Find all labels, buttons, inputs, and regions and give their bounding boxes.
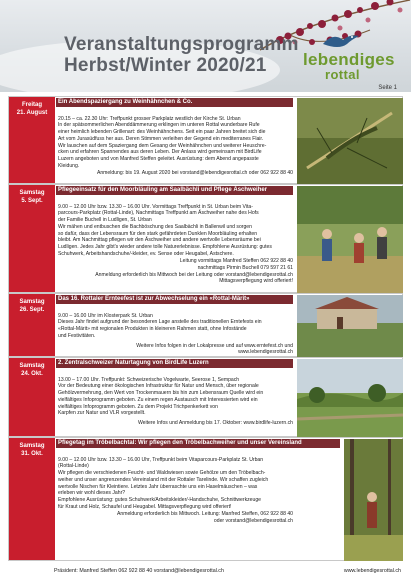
event-text: 20.15 – ca. 22.30 Uhr: Treffpunkt grosser Parkplatz westlich der Kirche St. Urban In der spätsommerlichen Abenddämmerung erklingen im unteren Rottal wunderbare Rufe einer heimlich lebenden Grillenart: des Weinhähnchens. Seit ein paar Jahren breitet sich die Art vom Jurasüdfuss her aus. Deren Stimmen verleihen der Gegend ein mediterranes Flair. Wir lauschen auf dem Spaziergang dem Gesang der Weinhähnchen und weiterer Heuschre- cken und erfahren Spannendes aus deren Leben. Der Anlass wird gemeinsam mit BirdLife Luzern angeboten und von Manfred Steffen geleitet. Ausrüstung: dem Abend angepasste Kleidung. [58,115,267,169]
event-weekday: Freitag [21,102,42,108]
event-info: Weitere Infos folgen in der Lokalpresse und auf www.erntefest.ch und www.lebendigesrottal.ch [136,342,293,356]
page-title [64,34,299,76]
event-registration: Leitung vormittags Manfred Steffen 062 922 88 40 nachmittags Pirmin Buchell 079 597 21 61 Anmeldung erforderlich bis Mittwoch bei der Leitung oder vorstand@lebendigesrottal.ch Mittagsverpflegung wird offeriert! [95,258,293,285]
title-line-1: Veranstaltungsprogramm [64,34,299,55]
event-title: Pflegeeinsatz für den Moorbläuling am Saalbächli und Pflege Äschweiher [56,186,293,195]
event-description [58,370,293,433]
forest-work-photo [344,439,403,561]
logo [285,34,403,84]
event-day: 31. Okt. [21,451,43,457]
event-date [9,438,55,560]
event-day: 26. Sept. [19,307,45,313]
event-row [8,293,403,357]
event-weekday: Samstag [19,443,45,449]
event-date [9,294,55,356]
header-banner [0,0,411,92]
event-row [8,96,403,184]
event-description [58,109,293,184]
event-day: 21. August [16,110,48,116]
event-registration: Anmeldung: bis 19. August 2020 bei vorstand@lebendigesrottal.ch oder 062 922 88 40 [96,170,293,177]
event-title: Das 16. Rottaler Ernteefest ist zur Abwechselung ein «Rottal-Märit» [56,295,293,304]
event-weekday: Samstag [19,190,45,196]
event-date [9,358,55,436]
event-row [8,184,403,293]
footer-website: www.lebendigesrottal.ch [343,568,401,574]
title-line-2: Herbst/Winter 2020/21 [64,55,267,76]
event-weekday: Samstag [19,363,45,369]
footer-contact: Präsident: Manfred Steffen 062 922 88 40 vorstand@lebendigesrottal.ch [54,568,224,574]
cricket-photo [297,98,403,184]
logo-word-1: lebendiges [303,50,395,69]
event-info: Weitere Infos und Anmeldung bis 17. Oktober: www.birdlife-luzern.ch [137,419,293,426]
bird-icon [321,30,361,52]
event-description [58,450,293,531]
event-title: Ein Abendspaziergang zu Weinhähnchen & Co. [56,98,293,107]
event-text: 9.00 – 12.00 Uhr bzw. 13.30 – 16.00 Uhr. Vormittags Treffpunkt in St. Urban beim Vita- parcours-Parkplatz (Rottal-Linde), Nachmittags Treffpunkt am Äschweiher nahe des Hofs der Familie Buchell in Ludligen, St. Urban Wir mähen und entbuschen die Bachböschung des Saalbächli in Ballenwil und sorgen so dafür, dass der Lebensraum für den stark gefährdeten Dunklen Moorbläuling erhalten bleibt. Am Nachmittag pflegen wir den Äschweiher und andere wertvolle Lebensräume bei Ludligen. Jedes Jahr gibt's wieder andere tolle Naturerlebnisse. Empfohlene Ausrüstung: gutes Schuhwerk, Arbeitshandschuhe/-kleider, ev. Sense oder Heugabel, Astschere. [58,203,272,257]
event-weekday: Samstag [19,299,45,305]
event-date [9,185,55,292]
event-description [58,197,293,292]
event-title: 2. Zentralschweizer Naturtagung von BirdLife Luzern [56,359,293,368]
event-day: 24. Okt. [21,371,43,377]
market-photo [297,295,403,357]
event-day: 5. Sept. [21,198,43,204]
event-row [8,357,403,437]
event-date [9,97,55,183]
event-text: 9.00 – 16.00 Uhr im Klosterpark St. Urban Dieses Jahr findet aufgrund der besonderen Lage anstelle des traditionellen Erntefests ein «Rottal-Märit» mit regionalen Produkten in kleineren Rahmen statt, ohne Infostände und Festivitäten. [58,312,262,339]
event-text: 9.00 – 12.00 Uhr bzw. 13.30 – 16.00 Uhr, Treffpunkt beim Vitaparcours-Parkplatz St. Urban (Rottal-Linde) Wir pflegen die verschiedenen Feucht- und Waldwiesen sowie Gehölze um den Tröbelbach- weiher und unser angrenzendes Vereinsland mit der Rottaler Tarelinde. Wir schaffen zugleich wertvolle Nischen für Kleintiere. Letztes Jahr überraschte uns ein Haselmäuschen – was erleben wir wohl dieses Jahr? Empfohlene Ausrüstung: gutes Schuhwerk/Arbeitskleider/-Handschuhe, Schnittwerkzeuge für Kraut und Holz, Schaufel und Heugabel. Mittagsverpflegung wird offeriert! [58,456,269,510]
landscape-photo [297,359,403,437]
volunteers-photo [297,186,403,293]
event-description [58,306,293,363]
event-text: 13.00 – 17.00 Uhr. Treffpunkt: Schweizerische Vogelwarte, Seerose 1, Sempach Vor der Bedeutung einer ökologischen Infrastruktur für Natur und Mensch, über regionale Gehölzvermehrung, den Wert von Trockenmauern bis hin zum Lebensraum Quelle wird ein vielfältiges Infoprogramm geboten. Zu einem regen Austausch mit Interessierten wird ein vielfältiges Infoprogramm geboten. Zu dem Projekt Trichpenkerkett von Karpfen zur Natur und VLR vorgestellt. [58,376,264,417]
logo-word-2: rottal [325,67,360,82]
event-row [8,437,403,561]
page-number: Seite 1 [378,85,397,91]
event-registration: Anmeldung erforderlich bis Mittwoch. Leitung: Manfred Steffen, 062 922 88 40 oder vorstand@lebendigesrottal.ch [116,511,293,525]
event-title: Pflegetag im Tröbelbachtal: Wir pflegen den Tröbelbachweiher und unser Vereinsland [56,439,340,448]
